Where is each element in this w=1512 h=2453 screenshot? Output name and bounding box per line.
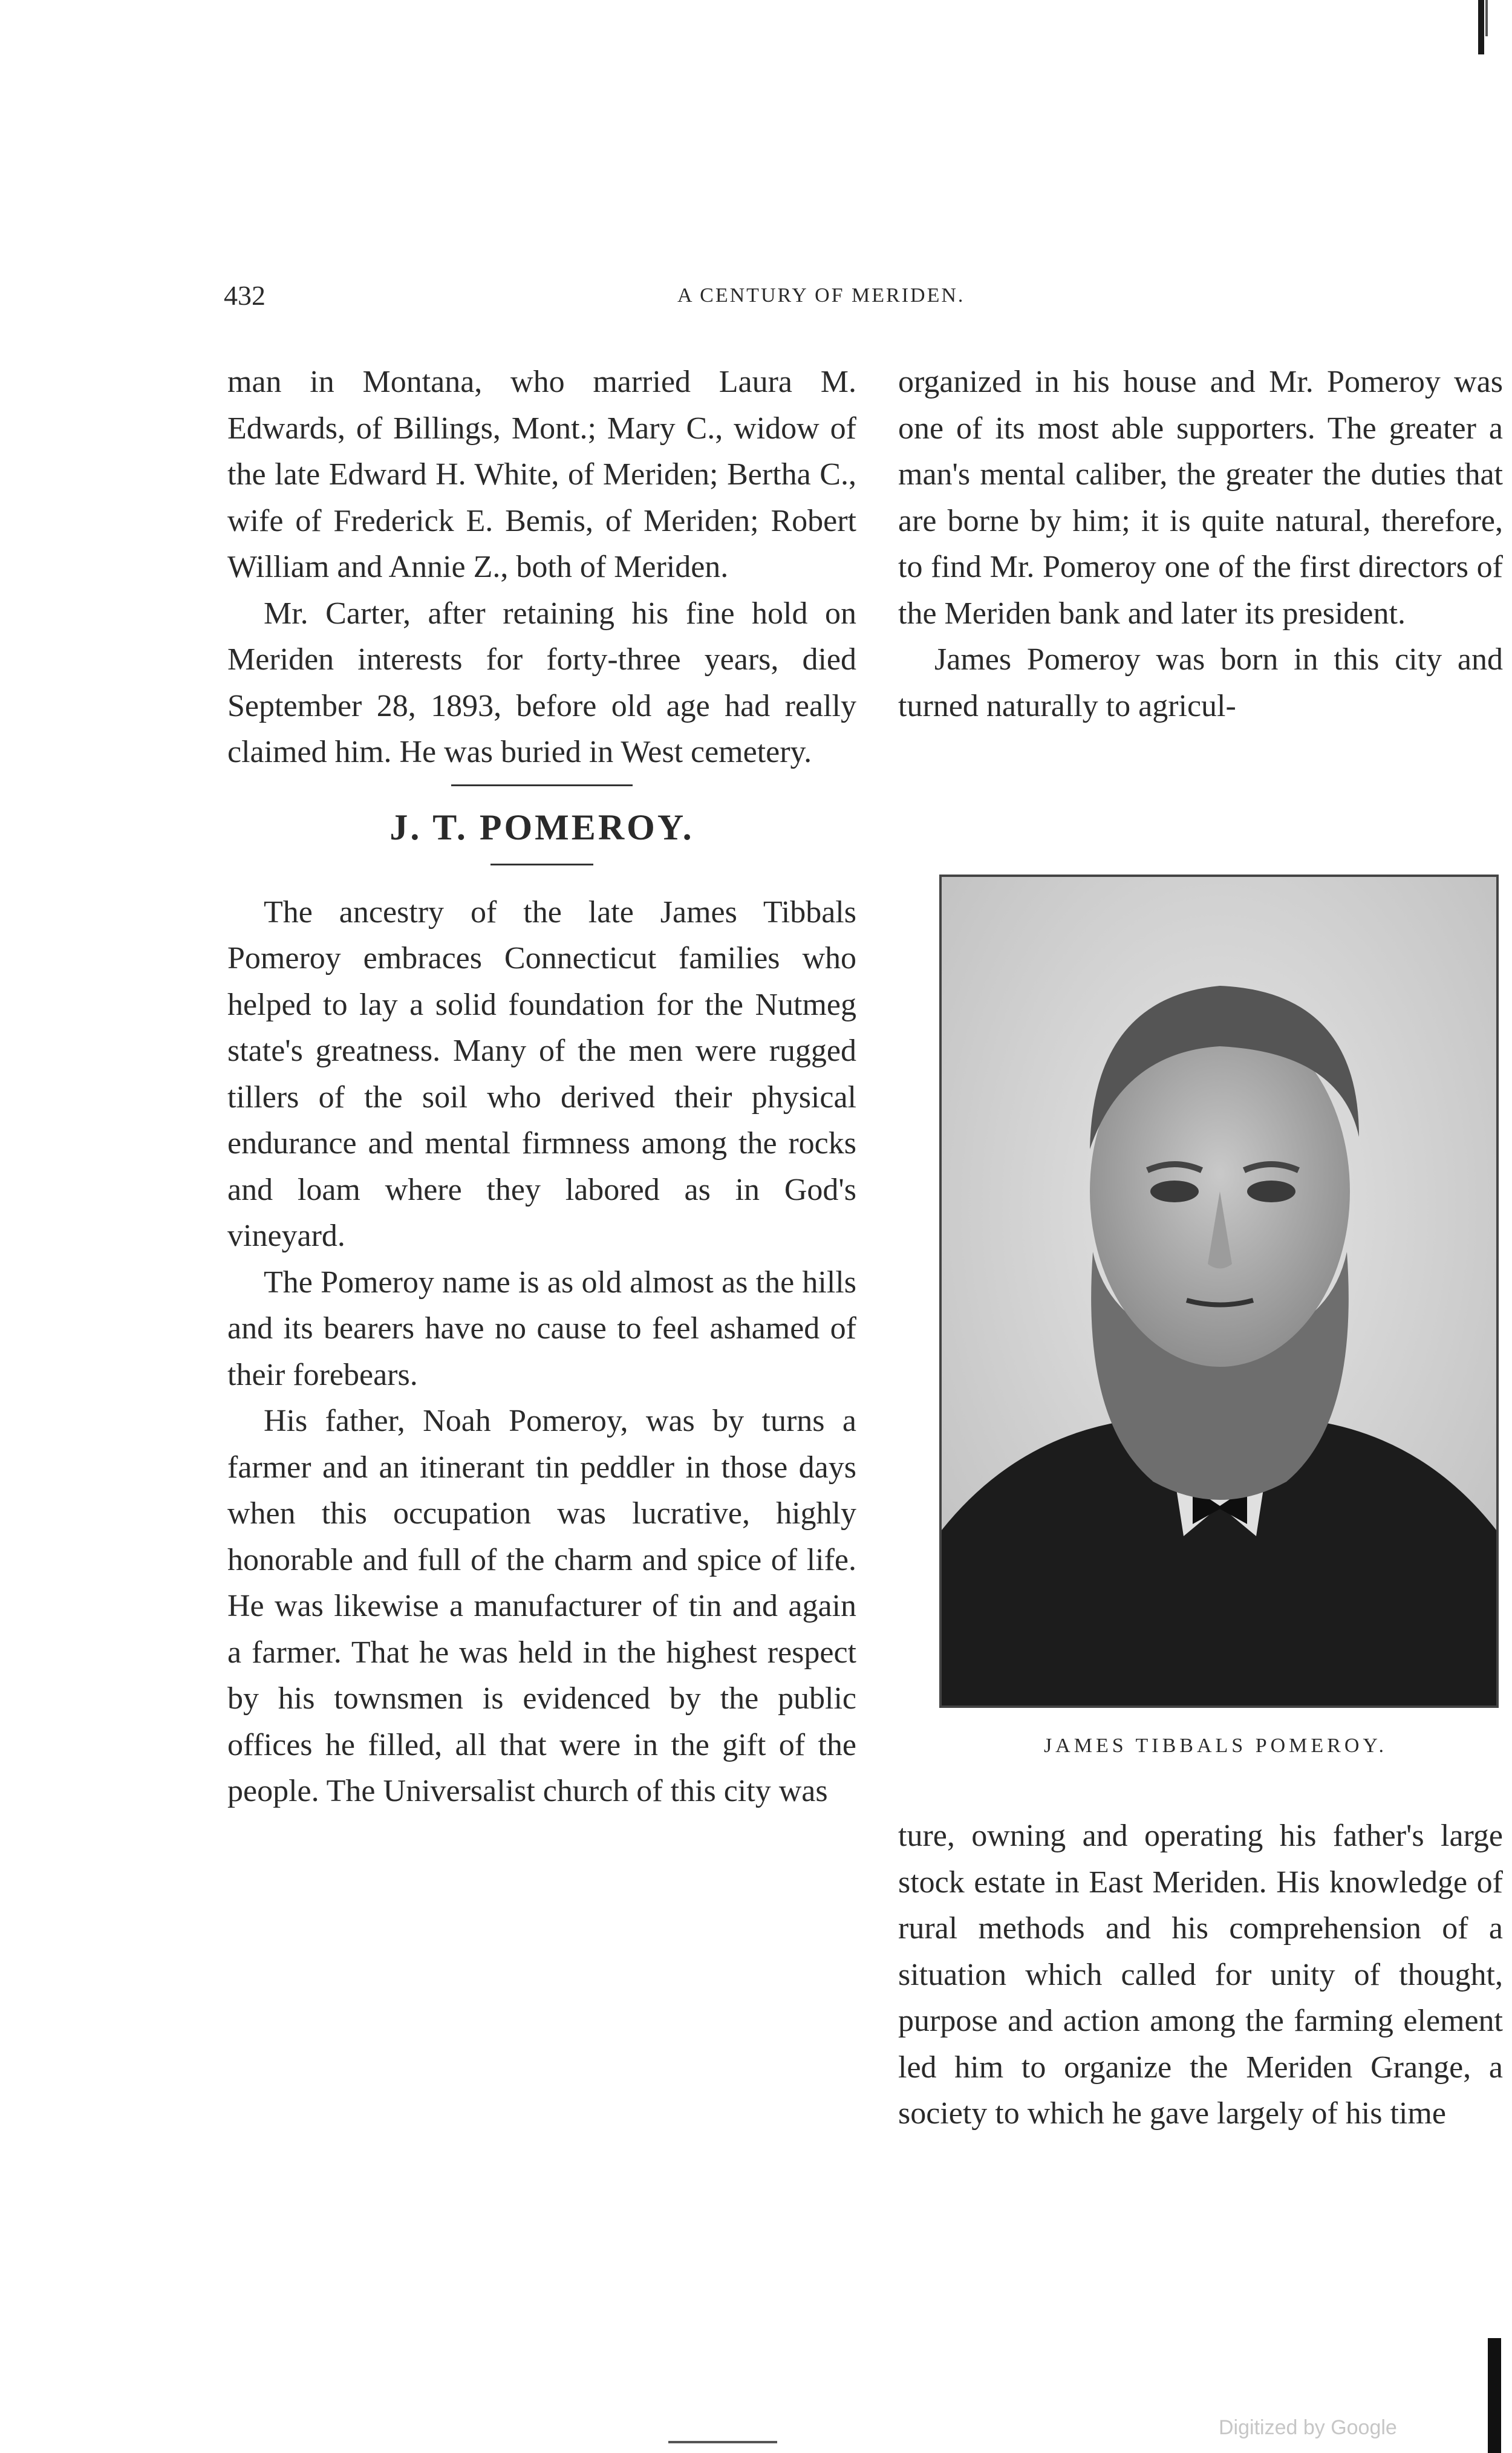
section-heading: J. T. POMEROY. [389, 807, 694, 847]
left-column [227, 359, 856, 1815]
right-column-lower [898, 1813, 1503, 2137]
paragraph-ancestry: The ancestry of the late James Tibbals Pomeroy embraces Connecticut families who helped to lay a solid foundation for the Nutmeg state's greatness. Many of the men were rugged tillers of the soil who derived their physical endurance and mental firmness among the rocks and loam where they labored as in God's vineyard. [227, 894, 856, 1253]
scan-edge-mark-secondary [1485, 0, 1488, 36]
paragraph-father: His father, Noah Pomeroy, was by turns a farmer and an itinerant tin peddler in those days when this occupation was lucrative, highly honorable and full of the charm and spice of life. He was likewise a manufacturer of tin and again a farmer. That he was held in the highest respect by his townsmen is evidenced by the public offices he filled, all that were in the gift of the people. The Universalist church of this city was [227, 1404, 856, 1808]
scan-edge-mark [1478, 0, 1484, 54]
section-divider [451, 784, 633, 786]
paragraph-pomeroy-name: The Pomeroy name is as old almost as the hills and its bearers have no cause to feel ashamed of their forebears. [227, 1265, 856, 1392]
paragraph-carter-children: man in Montana, who married Laura M. Edwards, of Billings, Mont.; Mary C., widow of the late Edward H. White, of Meriden; Bertha C., wife of Frederick E. Bemis, of Meriden; Robert William and Annie Z., both of Meriden. [227, 365, 856, 584]
paragraph-carter-death: Mr. Carter, after retaining his fine hold on Meriden interests for forty-three years, died September 28, 1893, before old age had really claimed him. He was buried in West cemetery. [227, 596, 856, 769]
portrait-photograph [939, 875, 1499, 1708]
bottom-edge-rule [668, 2441, 777, 2443]
right-column-upper [898, 359, 1503, 729]
portrait-image [942, 877, 1496, 1705]
paragraph-grange: ture, owning and operating his father's large stock estate in East Meriden. His knowledge of rural methods and his comprehension of a situation which called for unity of thought, purpose and action among the farming element led him to organize the Meriden Grange, a society to which he gave largely of his time [898, 1819, 1503, 2131]
heading-underline [490, 864, 593, 865]
page-number: 432 [224, 280, 266, 311]
portrait-caption: JAMES TIBBALS POMEROY. [1043, 1735, 1388, 1757]
page-header [224, 279, 1473, 316]
paragraph-birth: James Pomeroy was born in this city and turned naturally to agricul- [898, 642, 1503, 723]
scan-edge-mark-bottom [1488, 2338, 1501, 2453]
paragraph-church: organized in his house and Mr. Pomeroy was one of its most able supporters. The greater a man's mental caliber, the greater the duties that are borne by him; it is quite natural, therefore, to find Mr. Pomeroy one of the first directors of the Meriden bank and later its president. [898, 365, 1503, 631]
running-title: A CENTURY OF MERIDEN. [677, 284, 965, 307]
digitization-watermark: Digitized by Google [1219, 2416, 1397, 2439]
